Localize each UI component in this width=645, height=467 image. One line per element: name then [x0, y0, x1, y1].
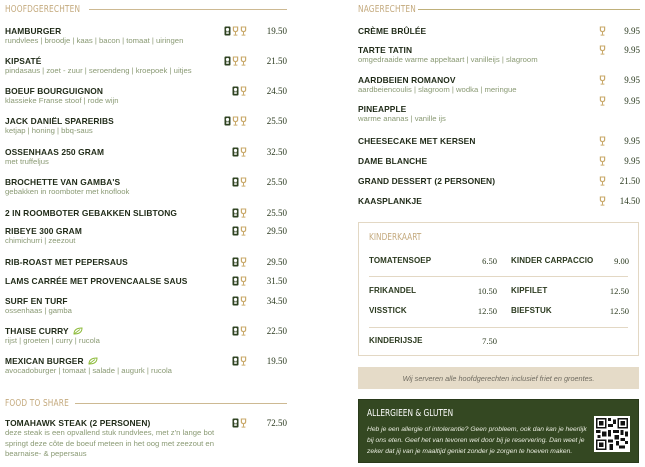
allergy-title: ALLERGIEËN & GLUTEN: [367, 408, 454, 419]
wine-glass-icon: [599, 96, 606, 106]
menu-item: [358, 136, 640, 146]
kids-item-name: KIPFILET: [511, 286, 548, 295]
item-price: 29.50: [266, 226, 287, 236]
item-name: [358, 104, 640, 114]
item-name-text: GRAND DESSERT (2 PERSONEN): [358, 176, 496, 186]
wine-glass-icon: [240, 147, 247, 157]
item-name-text: HAMBURGER: [5, 26, 62, 36]
menu-item: [358, 45, 640, 66]
section-title: NAGERECHTEN: [358, 3, 416, 15]
beer-icon: [232, 276, 239, 286]
drink-pairing-icons: [232, 86, 247, 96]
item-price: 19.50: [266, 356, 287, 366]
menu-item: [358, 75, 640, 96]
item-name-text: THAISE CURRY: [5, 326, 69, 336]
item-price: 9.95: [624, 136, 640, 146]
kids-item-name: FRIKANDEL: [369, 286, 417, 295]
allergy-text: Heb je een allergie of intolerantie? Geen probleem, ook dan kan je heerlijk bij ons eten. Geef het van tevoren wel door bij je reservering. Dan weet je zeker dat jij van je maaltijd geniet zonder je zorgen te hoeven maken.: [367, 426, 587, 455]
item-name-text: CHEESECAKE MET KERSEN: [358, 136, 476, 146]
wine-glass-icon: [599, 196, 606, 206]
kids-item-name: BIEFSTUK: [511, 306, 552, 315]
kids-item-price: 7.50: [482, 336, 497, 346]
qr-code-icon[interactable]: [594, 416, 630, 452]
item-price: 25.50: [266, 177, 287, 187]
menu-item: [5, 208, 287, 218]
item-name-text: AARDBEIEN ROMANOV: [358, 75, 456, 85]
item-description: aardbeiencoulis | slagroom | wodka | meringue: [358, 85, 517, 94]
item-name-text: KAASPLANKJE: [358, 196, 422, 206]
wine-glass-icon: [240, 326, 247, 336]
wine-glass-icon: [232, 116, 239, 126]
menu-item: [5, 326, 287, 347]
item-description: rundvlees | broodje | kaas | bacon | tomaat | uiringen: [5, 36, 184, 45]
drink-pairing-icons: [232, 276, 247, 286]
item-price: 14.50: [619, 196, 640, 206]
menu-item: [5, 86, 287, 107]
menu-item: [5, 147, 287, 168]
beer-icon: [224, 56, 231, 66]
item-name-text: KIPSATÉ: [5, 56, 42, 66]
drink-pairing-icons: [599, 96, 606, 106]
kids-item-price: 9.00: [614, 256, 629, 266]
item-name-text: TOMAHAWK STEAK (2 PERSONEN): [5, 418, 151, 428]
drink-pairing-icons: [232, 326, 247, 336]
menu-item: [5, 418, 287, 460]
wine-glass-icon: [240, 26, 247, 36]
item-price: 34.50: [266, 296, 287, 306]
menu-item: [5, 177, 287, 198]
beer-icon: [232, 418, 239, 428]
vegan-leaf-icon: [73, 327, 83, 335]
item-price: 29.50: [266, 257, 287, 267]
item-description: chimichurri | zeezout: [5, 236, 76, 245]
drink-pairing-icons: [232, 208, 247, 218]
item-description: met truffeljus: [5, 157, 49, 166]
beer-icon: [232, 86, 239, 96]
item-price: 9.95: [624, 45, 640, 55]
beer-icon: [224, 116, 231, 126]
item-name-text: PINEAPPLE: [358, 104, 407, 114]
kids-menu-box: [358, 222, 639, 356]
kids-item-price: 10.50: [477, 286, 497, 296]
wine-glass-icon: [232, 56, 239, 66]
item-name-text: RIBEYE 300 GRAM: [5, 226, 82, 236]
item-price: 24.50: [266, 86, 287, 96]
item-description: avocadoburger | tomaat | salade | augurk | rucola: [5, 366, 172, 375]
item-price: 32.50: [266, 147, 287, 157]
item-name: [358, 196, 640, 206]
beer-icon: [224, 26, 231, 36]
item-name-text: DAME BLANCHE: [358, 156, 428, 166]
item-name: [358, 26, 640, 36]
item-description: warme ananas | vanille ijs: [358, 114, 446, 123]
beer-icon: [232, 147, 239, 157]
beer-icon: [232, 226, 239, 236]
item-name-text: JACK DANIËL SPARERIBS: [5, 116, 114, 126]
section-header-food-to-share: [5, 394, 287, 412]
wine-glass-icon: [240, 177, 247, 187]
item-description: gebakken in roomboter met knoflook: [5, 187, 130, 196]
menu-item: [358, 26, 640, 36]
wine-glass-icon: [240, 296, 247, 306]
kids-item-name: VISSTICK: [369, 306, 407, 315]
item-name-text: OSSENHAAS 250 GRAM: [5, 147, 105, 157]
section-divider: [89, 9, 287, 10]
drink-pairing-icons: [599, 196, 606, 206]
item-name: [358, 176, 640, 186]
item-price: 9.95: [624, 26, 640, 36]
drink-pairing-icons: [599, 136, 606, 146]
beer-icon: [232, 296, 239, 306]
section-divider: [418, 9, 640, 10]
wine-glass-icon: [599, 45, 606, 55]
menu-item: [5, 116, 287, 137]
item-price: 22.50: [266, 326, 287, 336]
section-header-hoofdgerechten: [5, 0, 287, 18]
item-price: 72.50: [266, 418, 287, 428]
item-price: 9.95: [624, 75, 640, 85]
wine-glass-icon: [599, 136, 606, 146]
menu-item: [5, 356, 287, 377]
wine-glass-icon: [599, 75, 606, 85]
item-name-text: MEXICAN BURGER: [5, 356, 84, 366]
menu-item: [5, 56, 287, 77]
section-title: HOOFDGERECHTEN: [5, 3, 81, 15]
menu-item: [5, 257, 287, 267]
item-name-text: 2 IN ROOMBOTER GEBAKKEN SLIBTONG: [5, 208, 177, 218]
wine-glass-icon: [240, 276, 247, 286]
item-name: [358, 136, 640, 146]
item-name-text: SURF EN TURF: [5, 296, 68, 306]
item-description: ketjap | honing | bbq-saus: [5, 126, 93, 135]
beer-icon: [232, 177, 239, 187]
item-description: klassieke Franse stoof | rode wijn: [5, 96, 119, 105]
item-price: 9.95: [624, 156, 640, 166]
drink-pairing-icons: [224, 56, 247, 66]
drink-pairing-icons: [232, 296, 247, 306]
wine-glass-icon: [240, 356, 247, 366]
drink-pairing-icons: [599, 26, 606, 36]
vegan-leaf-icon: [88, 357, 98, 365]
wine-glass-icon: [232, 26, 239, 36]
item-name-text: TARTE TATIN: [358, 45, 413, 55]
section-title: FOOD TO SHARE: [5, 397, 69, 409]
item-description: pindasaus | zoet - zuur | seroendeng | kroepoek | uitjes: [5, 66, 192, 75]
beer-icon: [232, 326, 239, 336]
item-name: [358, 156, 640, 166]
drink-pairing-icons: [599, 176, 606, 186]
item-price: 21.50: [619, 176, 640, 186]
kids-item-name: KINDERIJSJE: [369, 336, 423, 345]
item-price: 25.50: [266, 208, 287, 218]
menu-item: [5, 26, 287, 47]
beer-icon: [232, 356, 239, 366]
item-name-text: LAMS CARRÉE MET PROVENCAALSE SAUS: [5, 276, 188, 286]
drink-pairing-icons: [224, 116, 247, 126]
item-description: ossenhaas | gamba: [5, 306, 72, 315]
menu-item: [5, 296, 287, 317]
section-header-nagerechten: [358, 0, 640, 18]
item-description: rijst | groeten | curry | rucola: [5, 336, 100, 345]
menu-item: [5, 276, 287, 286]
item-price: 19.50: [266, 26, 287, 36]
kids-item-price: 6.50: [482, 256, 497, 266]
item-name: [358, 45, 640, 55]
wine-glass-icon: [240, 257, 247, 267]
item-description: deze steak is een opvallend stuk rundvlees, met z'n lange bot springt deze côte de boeuf meteen in het oog met zeezout en bearnaise- & pepersaus: [5, 428, 215, 458]
wine-glass-icon: [240, 208, 247, 218]
section-divider: [75, 403, 287, 404]
beer-icon: [232, 208, 239, 218]
kids-item-name: KINDER CARPACCIO: [511, 256, 594, 265]
desserts-column: [358, 0, 640, 206]
item-description: omgedraaide warme appeltaart | vanilleijs | slagroom: [358, 55, 538, 64]
wine-glass-icon: [240, 86, 247, 96]
menu-item: [358, 156, 640, 166]
drink-pairing-icons: [599, 75, 606, 85]
allergy-box: [358, 399, 639, 463]
wine-glass-icon: [599, 156, 606, 166]
item-name-text: CRÈME BRÛLÉE: [358, 26, 427, 36]
wine-glass-icon: [240, 56, 247, 66]
kids-item-name: TOMATENSOEP: [369, 256, 432, 265]
fries-vegetables-note: Wij serveren alle hoofdgerechten inclusief friet en groentes.: [358, 367, 639, 389]
menu-item: [5, 226, 287, 247]
wine-glass-icon: [240, 418, 247, 428]
menu-item: [358, 176, 640, 186]
item-name-text: BROCHETTE VAN GAMBA'S: [5, 177, 121, 187]
drink-pairing-icons: [599, 156, 606, 166]
kids-item-price: 12.50: [609, 306, 629, 316]
item-price: 21.50: [266, 56, 287, 66]
drink-pairing-icons: [599, 45, 606, 55]
menu-item: [358, 96, 640, 125]
drink-pairing-icons: [232, 356, 247, 366]
drink-pairing-icons: [232, 147, 247, 157]
item-price: 9.95: [624, 96, 640, 106]
drink-pairing-icons: [232, 257, 247, 267]
drink-pairing-icons: [224, 26, 247, 36]
wine-glass-icon: [599, 176, 606, 186]
kids-item-price: 12.50: [609, 286, 629, 296]
kids-divider: [369, 327, 628, 328]
item-name: [358, 75, 640, 85]
kids-menu-title: KINDERKAART: [369, 232, 422, 243]
drink-pairing-icons: [232, 418, 247, 428]
drink-pairing-icons: [232, 177, 247, 187]
wine-glass-icon: [240, 116, 247, 126]
wine-glass-icon: [599, 26, 606, 36]
item-price: 25.50: [266, 116, 287, 126]
main-courses-column: [5, 0, 287, 458]
kids-divider: [369, 276, 628, 277]
menu-item: [358, 196, 640, 206]
wine-glass-icon: [240, 226, 247, 236]
kids-item-price: 12.50: [477, 306, 497, 316]
item-price: 31.50: [266, 276, 287, 286]
beer-icon: [232, 257, 239, 267]
drink-pairing-icons: [232, 226, 247, 236]
item-name-text: BOEUF BOURGUIGNON: [5, 86, 104, 96]
item-name-text: RIB-ROAST MET PEPERSAUS: [5, 257, 128, 267]
